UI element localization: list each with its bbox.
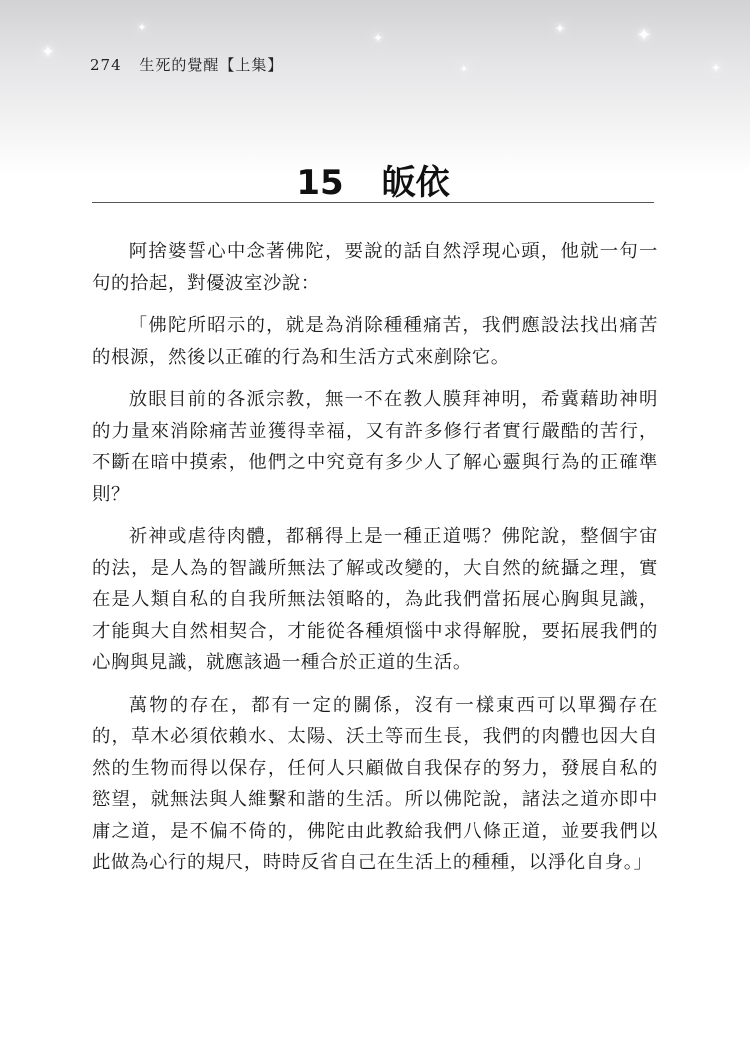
title-underline (92, 202, 654, 203)
sparkle-icon: ✦ (372, 31, 384, 45)
sparkle-icon: ✦ (554, 22, 566, 37)
chapter-number: 15 (296, 163, 344, 203)
chapter-title: 皈依 (381, 163, 450, 203)
page-number: 274 (90, 56, 122, 74)
paragraph: 阿捨婆誓心中念著佛陀，要說的話自然浮現心頭，他就一句一句的拾起，對優波室沙說： (92, 241, 658, 294)
paragraph: 萬物的存在，都有一定的關係，沒有一樣東西可以單獨存在的，草木必須依賴水、太陽、沃土等而生長，我們的肉體也因大自然的生物而得以保存，任何人只顧做自我保存的努力，發展自私的慾望，就無法與人維繫和諧的生活。所以佛陀說，諸法之道亦即中庸之道，是不偏不倚的，佛陀由此教給我們八條正道，並要我們以此做為心行的規尺，時時反省自己在生活上的種種，以淨化自身。」 (92, 694, 658, 873)
chapter-heading (92, 155, 654, 204)
sparkle-icon: ✦ (459, 64, 469, 75)
book-title: 生死的覺醒【上集】 (139, 56, 284, 74)
sparkle-icon: ✦ (710, 61, 722, 75)
paragraph: 「佛陀所昭示的，就是為消除種種痛苦，我們應設法找出痛苦的根源，然後以正確的行為和生活方式來剷除它。 (92, 315, 658, 368)
sparkle-icon: ✦ (41, 42, 55, 61)
page-header (90, 54, 283, 75)
sparkle-icon: ✦ (137, 21, 147, 34)
body-text (92, 236, 658, 890)
paragraph: 祈神或虐待肉體，都稱得上是一種正道嗎？佛陀說，整個宇宙的法，是人為的智識所無法了解或改變的，大自然的統攝之理，實在是人類自私的自我所無法領略的，為此我們當拓展心胸與見識，才能與大自然相契合，才能從各種煩惱中求得解脫，要拓展我們的心胸與見識，就應該過一種合於正道的生活。 (92, 526, 658, 673)
sparkle-icon: ✦ (636, 25, 652, 46)
paragraph: 放眼目前的各派宗教，無一不在教人膜拜神明，希冀藉助神明的力量來消除痛苦並獲得幸福，又有許多修行者實行嚴酷的苦行，不斷在暗中摸索，他們之中究竟有多少人了解心靈與行為的正確準則？ (92, 389, 658, 505)
